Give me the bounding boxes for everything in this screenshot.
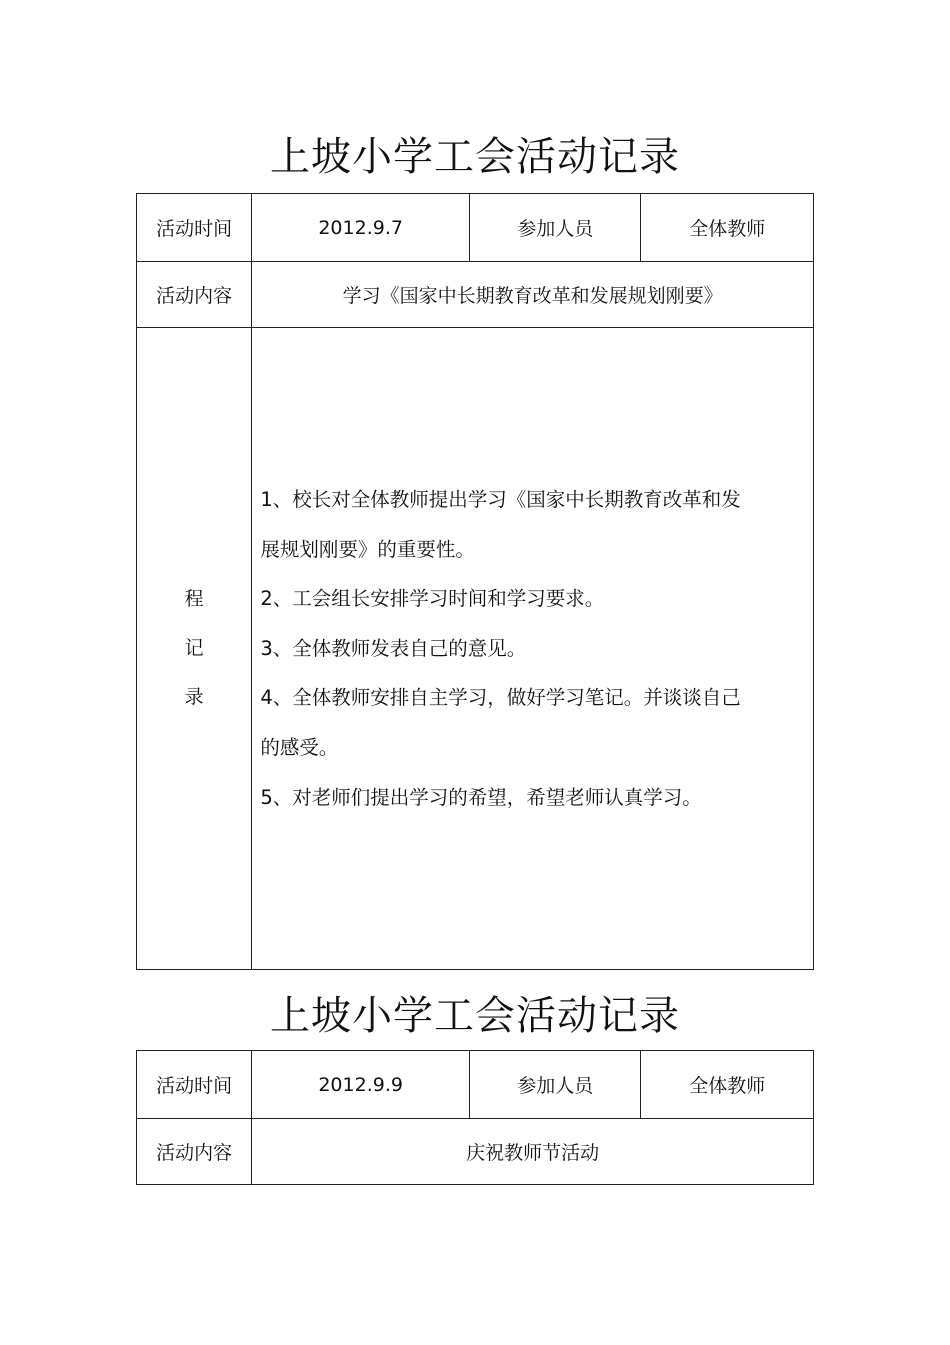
process-text (260, 475, 783, 822)
record-2-participants-value: 全体教师 (641, 1051, 814, 1119)
record-1-content-value: 学习《国家中长期教育改革和发展规划刚要》 (252, 262, 814, 328)
record-1-participants-label: 参加人员 (469, 194, 641, 262)
record-2-row-content (137, 1119, 814, 1185)
record-2-time-value: 2012.9.9 (252, 1051, 470, 1119)
record-2-title: 上坡小学工会活动记录 (270, 993, 680, 1039)
record-2-table (136, 1050, 814, 1185)
process-line: 3、全体教师发表自己的意见。 (260, 636, 527, 660)
record-2-participants-label: 参加人员 (469, 1051, 641, 1119)
process-line: 展规划刚要》的重要性。 (260, 537, 475, 561)
process-line: 1、校长对全体教师提出学习《国家中长期教育改革和发 (260, 488, 741, 511)
process-label-char: 录 (184, 686, 204, 708)
record-2-time-label: 活动时间 (137, 1051, 252, 1119)
record-1-table (136, 193, 814, 970)
record-1-row-content (137, 262, 814, 328)
record-1-title: 上坡小学工会活动记录 (270, 134, 680, 180)
record-1-process-body (252, 328, 814, 970)
record-1-time-value: 2012.9.7 (252, 194, 470, 262)
record-2-row-time (137, 1051, 814, 1119)
record-1-process-label (137, 328, 252, 970)
process-line: 的感受。 (260, 735, 339, 759)
record-1-row-time (137, 194, 814, 262)
process-label-char: 记 (184, 637, 204, 659)
process-line: 4、全体教师安排自主学习，做好学习笔记。并谈谈自己 (260, 686, 741, 710)
process-line: 5、对老师们提出学习的希望，希望老师认真学习。 (260, 785, 702, 809)
record-1-row-process (137, 328, 814, 970)
record-2-content-label: 活动内容 (137, 1119, 252, 1185)
record-2-content-value: 庆祝教师节活动 (252, 1119, 814, 1185)
record-1-time-label: 活动时间 (137, 194, 252, 262)
record-1-content-label: 活动内容 (137, 262, 252, 328)
process-line: 2、工会组长安排学习时间和学习要求。 (260, 587, 605, 611)
process-label-char: 程 (184, 588, 204, 610)
record-1-participants-value: 全体教师 (641, 194, 814, 262)
